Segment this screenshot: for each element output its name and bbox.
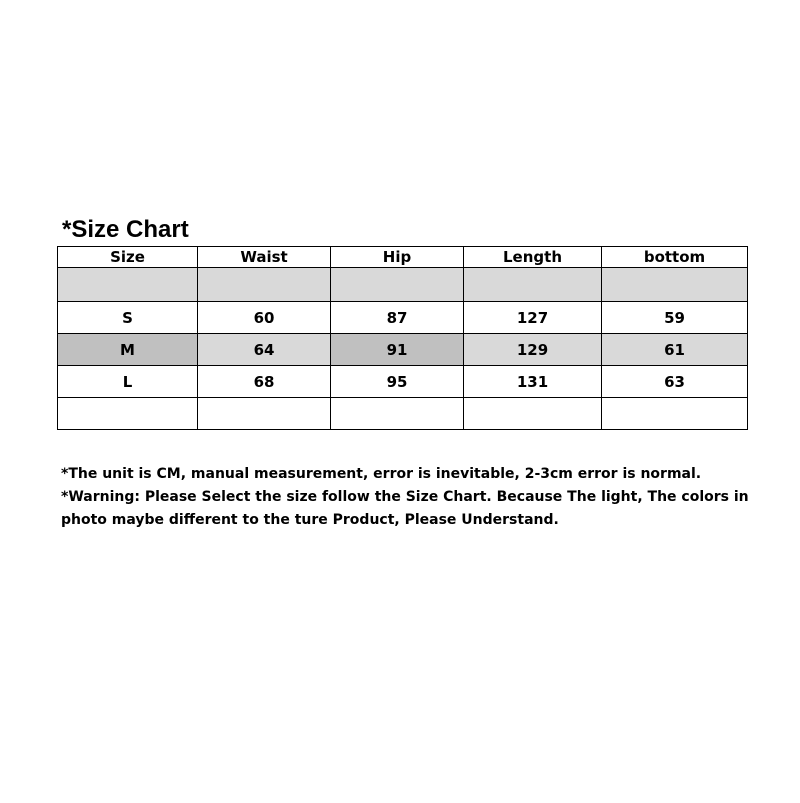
table-cell — [464, 398, 602, 430]
table-cell-bottom: 59 — [602, 302, 748, 334]
table-cell-waist: 60 — [198, 302, 331, 334]
table-cell — [331, 268, 464, 302]
table-row-size-l — [58, 366, 748, 398]
header-size: Size — [58, 247, 198, 268]
table-cell — [58, 268, 198, 302]
header-waist: Waist — [198, 247, 331, 268]
unit-note: *The unit is CM, manual measurement, error is inevitable, 2-3cm error is normal. — [61, 466, 702, 482]
table-cell — [331, 398, 464, 430]
table-header-row — [58, 247, 748, 268]
table-cell — [602, 268, 748, 302]
table-row-size-s — [58, 302, 748, 334]
table-cell-bottom: 61 — [602, 334, 748, 366]
table-cell-waist: 68 — [198, 366, 331, 398]
table-cell-bottom: 63 — [602, 366, 748, 398]
table-row-blank-shaded — [58, 268, 748, 302]
table-cell — [198, 268, 331, 302]
warning-note: *Warning: Please Select the size follow the Size Chart. Because The light, The colors in photo maybe different to the ture Product, Please Understand. — [61, 489, 749, 528]
table-cell — [58, 398, 198, 430]
table-cell — [464, 268, 602, 302]
header-bottom: bottom — [602, 247, 748, 268]
table-row-blank — [58, 398, 748, 430]
table-row-size-m — [58, 334, 748, 366]
size-chart-title: *Size Chart — [62, 216, 189, 243]
header-hip: Hip — [331, 247, 464, 268]
table-cell-hip: 95 — [331, 366, 464, 398]
table-cell-hip: 91 — [331, 334, 464, 366]
size-table — [57, 246, 748, 430]
table-cell-size: L — [58, 366, 198, 398]
table-cell-length: 131 — [464, 366, 602, 398]
header-length: Length — [464, 247, 602, 268]
table-cell-size: S — [58, 302, 198, 334]
table-cell-size: M — [58, 334, 198, 366]
table-cell-hip: 87 — [331, 302, 464, 334]
table-cell — [198, 398, 331, 430]
table-cell-length: 129 — [464, 334, 602, 366]
table-cell-length: 127 — [464, 302, 602, 334]
table-cell — [602, 398, 748, 430]
size-notes — [61, 463, 751, 532]
table-cell-waist: 64 — [198, 334, 331, 366]
